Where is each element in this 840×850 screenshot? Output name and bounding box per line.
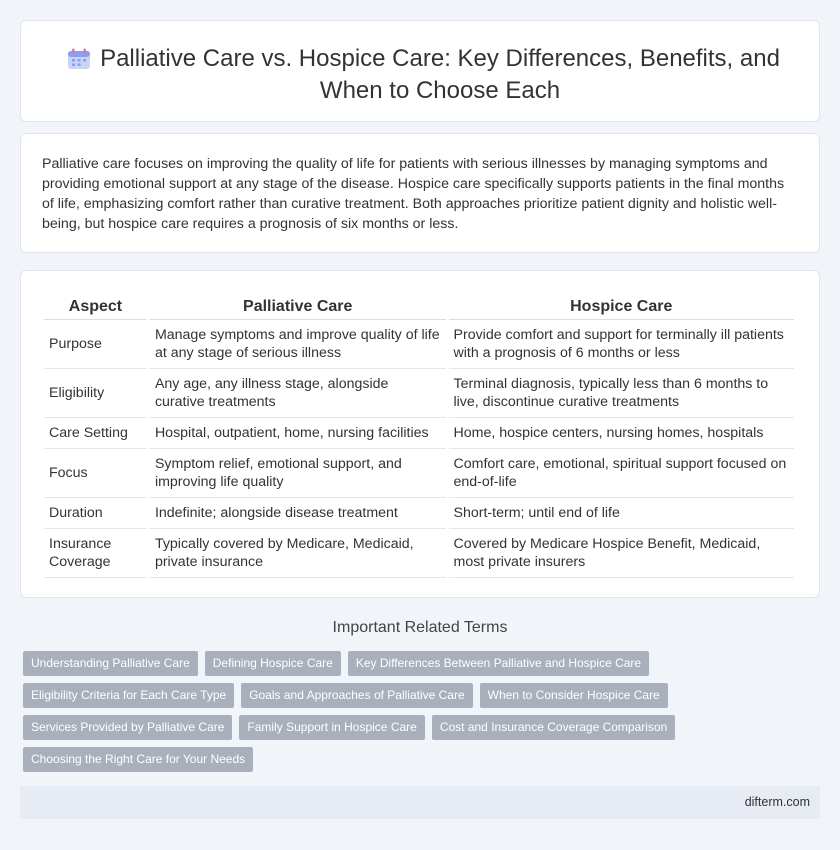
table-row bbox=[44, 418, 794, 449]
related-term-tag[interactable]: Understanding Palliative Care bbox=[23, 651, 198, 676]
row-aspect-cell: Duration bbox=[44, 498, 147, 529]
column-header-hospice: Hospice Care bbox=[449, 295, 795, 320]
row-hospice-cell: Comfort care, emotional, spiritual support focused on end-of-life bbox=[449, 449, 795, 498]
related-term-tag[interactable]: When to Consider Hospice Care bbox=[480, 683, 668, 708]
row-palliative-cell: Any age, any illness stage, alongside curative treatments bbox=[150, 369, 446, 418]
row-aspect-cell: Purpose bbox=[44, 320, 147, 369]
row-palliative-cell: Indefinite; alongside disease treatment bbox=[150, 498, 446, 529]
row-palliative-cell: Manage symptoms and improve quality of life at any stage of serious illness bbox=[150, 320, 446, 369]
table-header-row bbox=[44, 295, 794, 320]
row-hospice-cell: Terminal diagnosis, typically less than 6 months to live, discontinue curative treatments bbox=[449, 369, 795, 418]
row-hospice-cell: Short-term; until end of life bbox=[449, 498, 795, 529]
table-row bbox=[44, 498, 794, 529]
related-term-tag[interactable]: Family Support in Hospice Care bbox=[239, 715, 424, 740]
intro-paragraph: Palliative care focuses on improving the quality of life for patients with serious illnesses by managing symptoms and providing emotional support at any stage of the disease. Hospice care specifically supports patients in the final months of life, emphasizing comfort rather than curative treatment. Both approaches prioritize patient dignity and holistic well-being, but hospice care requires a prognosis of six months or less. bbox=[42, 156, 785, 232]
related-term-tag[interactable]: Services Provided by Palliative Care bbox=[23, 715, 232, 740]
row-aspect-cell: Care Setting bbox=[44, 418, 147, 449]
related-terms-title: Important Related Terms bbox=[332, 619, 508, 636]
footer-brand[interactable]: difterm.com bbox=[744, 795, 810, 809]
row-palliative-cell: Typically covered by Medicare, Medicaid, private insurance bbox=[150, 529, 446, 578]
row-aspect-cell: Focus bbox=[44, 449, 147, 498]
table-row bbox=[44, 449, 794, 498]
row-palliative-cell: Symptom relief, emotional support, and improving life quality bbox=[150, 449, 446, 498]
related-term-tag[interactable]: Choosing the Right Care for Your Needs bbox=[23, 747, 253, 772]
header-card bbox=[20, 20, 820, 122]
intro-card bbox=[20, 133, 820, 253]
related-term-tag[interactable]: Defining Hospice Care bbox=[205, 651, 341, 676]
column-header-palliative: Palliative Care bbox=[150, 295, 446, 320]
column-header-aspect: Aspect bbox=[44, 295, 147, 320]
row-aspect-cell: Insurance Coverage bbox=[44, 529, 147, 578]
related-terms-list bbox=[23, 651, 823, 779]
page-title: Palliative Care vs. Hospice Care: Key Differences, Benefits, and When to Choose Each bbox=[100, 45, 780, 104]
related-term-tag[interactable]: Cost and Insurance Coverage Comparison bbox=[432, 715, 675, 740]
row-hospice-cell: Provide comfort and support for terminally ill patients with a prognosis of 6 months or less bbox=[449, 320, 795, 369]
related-term-tag[interactable]: Key Differences Between Palliative and Hospice Care bbox=[348, 651, 649, 676]
table-row bbox=[44, 369, 794, 418]
comparison-table-card bbox=[20, 270, 820, 598]
row-aspect-cell: Eligibility bbox=[44, 369, 147, 418]
table-row bbox=[44, 529, 794, 578]
footer-bar bbox=[20, 786, 820, 819]
row-palliative-cell: Hospital, outpatient, home, nursing facilities bbox=[150, 418, 446, 449]
row-hospice-cell: Covered by Medicare Hospice Benefit, Medicaid, most private insurers bbox=[449, 529, 795, 578]
related-term-tag[interactable]: Goals and Approaches of Palliative Care bbox=[241, 683, 472, 708]
row-hospice-cell: Home, hospice centers, nursing homes, hospitals bbox=[449, 418, 795, 449]
related-term-tag[interactable]: Eligibility Criteria for Each Care Type bbox=[23, 683, 234, 708]
comparison-table bbox=[41, 295, 797, 578]
table-row bbox=[44, 320, 794, 369]
